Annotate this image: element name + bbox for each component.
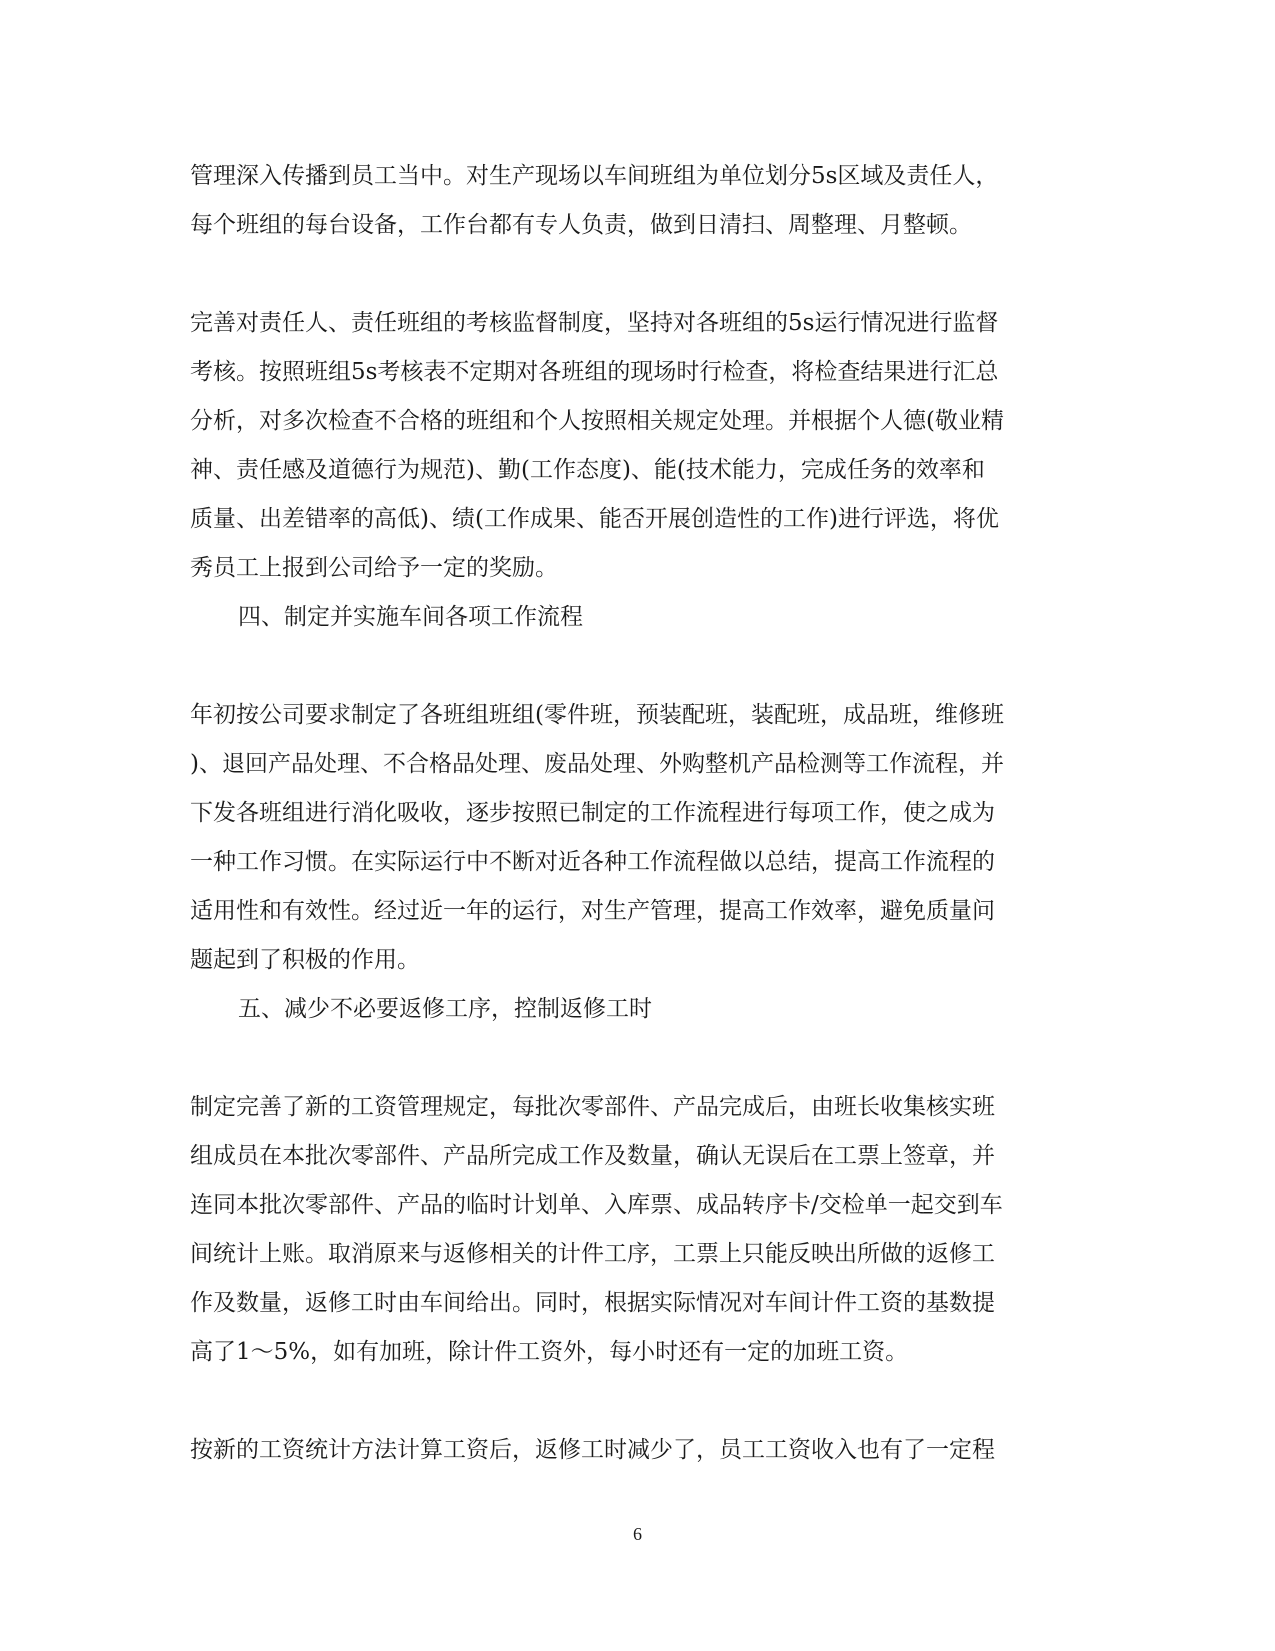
paragraph-line: 一种工作习惯。在实际运行中不断对近各种工作流程做以总结，提高工作流程的 [190,849,995,875]
paragraph-line: 高了1～5%，如有加班，除计件工资外，每小时还有一定的加班工资。 [190,1339,909,1365]
paragraph-line: 作及数量，返修工时由车间给出。同时，根据实际情况对车间计件工资的基数提 [190,1290,995,1316]
paragraph-line: 连同本批次零部件、产品的临时计划单、入库票、成品转序卡/交检单一起交到车 [190,1192,1003,1218]
paragraph-spacer [190,1034,1080,1083]
paragraph-line: 考核。按照班组5s考核表不定期对各班组的现场时行检查，将检查结果进行汇总 [190,359,999,385]
paragraph-line: 分析，对多次检查不合格的班组和个人按照相关规定处理。并根据个人德(敬业精 [190,408,1004,434]
paragraph-spacer [190,1377,1080,1426]
paragraph-line: 题起到了积极的作用。 [190,947,420,973]
paragraph-line: 制定完善了新的工资管理规定，每批次零部件、产品完成后，由班长收集核实班 [190,1094,995,1120]
paragraph-line: 每个班组的每台设备，工作台都有专人负责，做到日清扫、周整理、月整顿。 [190,212,972,238]
paragraph-line: 秀员工上报到公司给予一定的奖励。 [190,555,558,581]
paragraph-line: 间统计上账。取消原来与返修相关的计件工序，工票上只能反映出所做的返修工 [190,1241,995,1267]
paragraph-line: 管理深入传播到员工当中。对生产现场以车间班组为单位划分5s区域及责任人， [190,163,999,189]
page-number: 6 [633,1524,642,1544]
paragraph-line: 按新的工资统计方法计算工资后，返修工时减少了，员工工资收入也有了一定程 [190,1437,995,1463]
paragraph-spacer [190,250,1080,299]
paragraph-line: 组成员在本批次零部件、产品所完成工作及数量，确认无误后在工票上签章，并 [190,1143,995,1169]
paragraph-line: 下发各班组进行消化吸收，逐步按照已制定的工作流程进行每项工作，使之成为 [190,800,995,826]
paragraph-line: 神、责任感及道德行为规范)、勤(工作态度)、能(技术能力，完成任务的效率和 [190,457,985,483]
paragraph-spacer [190,642,1080,691]
paragraph-line: 年初按公司要求制定了各班组班组(零件班，预装配班，装配班，成品班，维修班 [190,702,1004,728]
paragraph-line: )、退回产品处理、不合格品处理、废品处理、外购整机产品检测等工作流程，并 [190,751,1004,777]
paragraph-line: 质量、出差错率的高低)、绩(工作成果、能否开展创造性的工作)进行评选，将优 [190,506,999,532]
section-heading: 四、制定并实施车间各项工作流程 [238,604,583,630]
document-body [190,152,1080,1475]
paragraph-line: 适用性和有效性。经过近一年的运行，对生产管理，提高工作效率，避免质量问 [190,898,995,924]
paragraph-line: 完善对责任人、责任班组的考核监督制度，坚持对各班组的5s运行情况进行监督 [190,310,999,336]
section-heading: 五、减少不必要返修工序，控制返修工时 [238,996,652,1022]
